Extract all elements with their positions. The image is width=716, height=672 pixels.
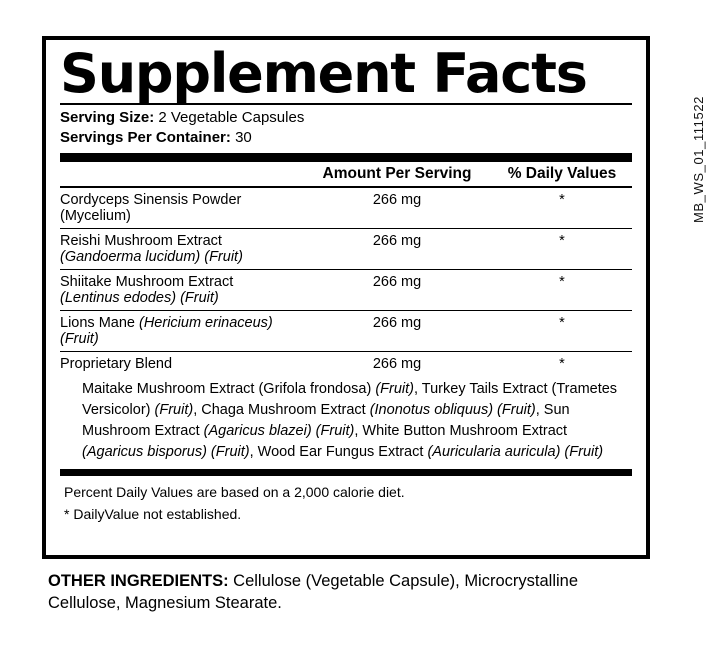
nutrient-daily-value: * [492,310,632,351]
blend-ingredient-fragment: (Fruit) [154,401,194,418]
footnote-asterisk: * DailyValue not established. [64,505,242,522]
servings-per-container-value: 30 [235,129,252,147]
blend-ingredient-fragment: , Wood Ear Fungus Extract [249,443,428,460]
servings-per-container-label: Servings Per Container: [60,129,231,147]
table-row [60,310,632,351]
nutrient-name-cell [60,310,302,351]
serving-size-label: Serving Size: [60,109,155,127]
column-header-daily-value: % Daily Values [507,164,617,182]
blend-ingredient-fragment: , Chaga Mushroom Extract [193,401,370,418]
other-ingredients [48,570,648,615]
table-row [60,228,632,269]
blend-ingredient-fragment: (Fruit) [375,380,414,397]
nutrient-daily-value: * [492,269,632,310]
table-column-headers [60,162,632,186]
nutrient-daily-value: * [559,355,565,372]
blend-ingredient-fragment: (Agaricus bisporus) (Fruit) [82,443,250,460]
nutrient-subname: (Lentinus edodes) (Fruit) [60,289,219,306]
blend-ingredient-fragment: (Auricularia auricula) (Fruit) [427,443,604,460]
table-row [60,351,632,376]
proprietary-blend-ingredients [60,376,632,469]
blend-ingredient-fragment: (Agaricus blazei) (Fruit) [203,422,355,439]
nutrient-name-cell [60,188,302,229]
blend-ingredient-fragment: , White Button Mushroom Extract [354,422,568,439]
serving-size-line [60,108,632,128]
nutrient-amount: 266 mg [302,188,492,229]
nutrient-daily-value: * [492,188,632,229]
serving-size-value: 2 Vegetable Capsules [158,109,305,127]
divider-under-blend [60,469,632,476]
nutrient-name: Proprietary Blend [60,355,173,372]
footnotes [60,476,632,526]
nutrient-name: Reishi Mushroom Extract [60,232,222,249]
blend-ingredient-fragment: , Sun Mushroom Extract [82,401,570,439]
nutrient-name: Cordyceps Sinensis Powder (Mycelium) [60,191,242,224]
nutrient-table [60,188,632,376]
blend-ingredient-fragment: , Turkey Tails Extract (Trametes Versicolor) [82,380,618,418]
nutrient-name: Lions Mane [60,314,139,331]
nutrient-amount: 266 mg [302,228,492,269]
nutrient-amount: 266 mg [302,269,492,310]
other-ingredients-heading: OTHER INGREDIENTS: [48,572,229,590]
servings-per-container-line [60,128,632,148]
other-ingredients-text: Cellulose (Vegetable Capsule), Microcrystalline Cellulose, Magnesium Stearate. [48,572,579,613]
table-row [60,269,632,310]
page-title: Supplement Facts [60,42,587,105]
table-row [60,188,632,229]
serving-info [60,105,632,153]
nutrient-name-italic: (Hericium erinaceus) (Fruit) [60,314,273,347]
blend-ingredient-fragment: (Inonotus obliquus) (Fruit) [369,401,536,418]
divider-under-serving [60,153,632,162]
nutrient-table-body [60,188,632,376]
nutrient-amount: 266 mg [302,310,492,351]
nutrient-name: Shiitake Mushroom Extract [60,273,234,290]
supplement-facts-panel [42,36,650,559]
nutrient-amount: 266 mg [372,355,422,372]
nutrient-subname: (Gandoerma lucidum) (Fruit) [60,248,243,265]
nutrient-name-cell [60,228,302,269]
blend-ingredient-fragment: Maitake Mushroom Extract (Grifola frondosa) [82,380,376,397]
nutrient-daily-value: * [492,228,632,269]
footnote-daily-value-basis: Percent Daily Values are based on a 2,000 calorie diet. [64,483,405,500]
nutrient-name-cell [60,351,302,376]
column-header-amount: Amount Per Serving [322,164,472,182]
side-product-code: MB_WS_01_111522 [691,96,706,224]
nutrient-name-cell [60,269,302,310]
